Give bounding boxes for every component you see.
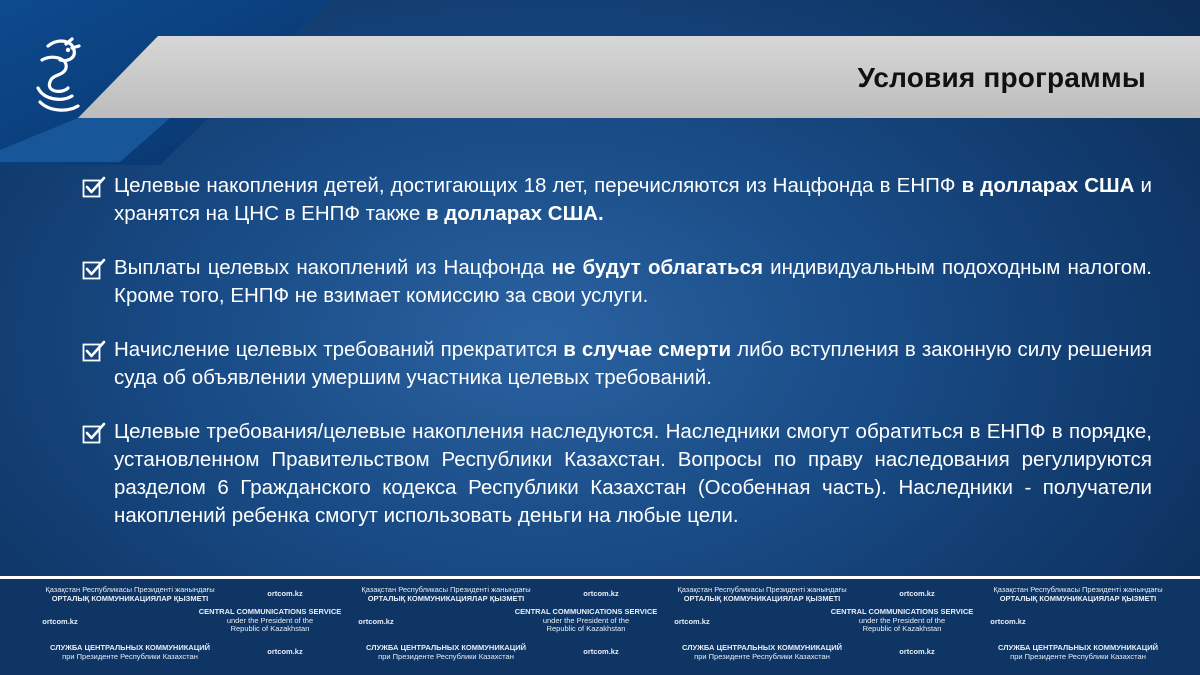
footer-line: Қазақстан Республикасы Президенті жанындағы xyxy=(993,585,1163,594)
footer-ru-text xyxy=(978,644,1178,661)
footer-kz-text xyxy=(346,586,546,603)
footer-site xyxy=(887,648,947,657)
footer-line: ortcom.kz xyxy=(990,617,1026,626)
footer-line: ortcom.kz xyxy=(267,647,303,656)
bullet-text-bold: в случае смерти xyxy=(563,338,732,361)
footer-site xyxy=(571,648,631,657)
footer-kz-text xyxy=(30,586,230,603)
checkbox-checked-icon xyxy=(82,340,106,362)
footer-line: ortcom.kz xyxy=(899,589,935,598)
footer-line: ОРТАЛЫҚ КОММУНИКАЦИЯЛАР ҚЫЗМЕТІ xyxy=(999,593,1157,603)
footer-line: Қазақстан Республикасы Президенті жанындағы xyxy=(361,585,531,594)
footer-ru-text xyxy=(30,644,230,661)
footer-watermark xyxy=(0,576,1200,675)
footer-line: при Президенте Республики Казахстан xyxy=(378,651,514,661)
footer-kz-text xyxy=(662,586,862,603)
footer-line: under the President of the xyxy=(858,615,946,625)
bullet-text-run: и хранятся на ЦНС в ЕНПФ также xyxy=(114,174,1152,225)
footer-site xyxy=(255,590,315,599)
checkbox-checked-icon xyxy=(82,176,106,198)
footer-line: СЛУЖБА ЦЕНТРАЛЬНЫХ КОММУНИКАЦИЙ xyxy=(997,643,1158,652)
bullet-text xyxy=(114,420,1152,527)
bullet-text-bold: в долларах США. xyxy=(425,202,604,225)
footer-kz-text xyxy=(978,586,1178,603)
footer-en-text xyxy=(501,608,671,634)
footer-line: ortcom.kz xyxy=(583,647,619,656)
footer-site xyxy=(571,590,631,599)
footer-pattern xyxy=(0,582,1200,672)
footer-line: при Президенте Республики Казахстан xyxy=(1010,651,1146,661)
bullet-text xyxy=(114,174,1152,225)
footer-line: under the President of the xyxy=(542,615,630,625)
bullet-list xyxy=(82,172,1152,530)
footer-site xyxy=(346,618,406,627)
footer-line: СЛУЖБА ЦЕНТРАЛЬНЫХ КОММУНИКАЦИЙ xyxy=(49,643,210,652)
footer-line: CENTRAL COMMUNICATIONS SERVICE xyxy=(514,607,658,616)
bullet-text-run: Начисление целевых требований прекратится xyxy=(114,338,564,361)
footer-line: Қазақстан Республикасы Президенті жанындағы xyxy=(45,585,215,594)
footer-ru-text xyxy=(662,644,862,661)
checkbox-checked-icon xyxy=(82,422,106,444)
footer-site xyxy=(887,590,947,599)
footer-ru-text xyxy=(346,644,546,661)
bullet-text-run: Целевые требования/целевые накопления наследуются. Наследники смогут обратиться в ЕНПФ в порядке, установленном Правительством Республики Казахстан. Вопросы по праву наследования регулируются разделом 6 Гражданского кодекса Республики Казахстан (Особенная часть). Наследники - получатели накоплений ребенка смогут использовать деньги на любые цели. xyxy=(114,420,1152,527)
footer-line: ОРТАЛЫҚ КОММУНИКАЦИЯЛАР ҚЫЗМЕТІ xyxy=(51,593,209,603)
footer-line: Republic of Kazakhstan xyxy=(862,624,942,633)
bullet-item-1 xyxy=(82,172,1152,228)
bullet-item-2 xyxy=(82,254,1152,310)
page-title: Условия программы xyxy=(857,62,1146,93)
bullet-text-run: индивидуальным подоходным налогом. Кроме того, ЕНПФ не взимает комиссию за свои услуги. xyxy=(114,256,1152,307)
footer-line: Republic of Kazakhstan xyxy=(230,624,310,633)
footer-line: при Президенте Республики Казахстан xyxy=(694,651,830,661)
footer-line: СЛУЖБА ЦЕНТРАЛЬНЫХ КОММУНИКАЦИЙ xyxy=(365,643,526,652)
footer-line: ortcom.kz xyxy=(267,589,303,598)
footer-line: Қазақстан Республикасы Президенті жанындағы xyxy=(677,585,847,594)
bullet-item-4 xyxy=(82,418,1152,530)
bullet-text-run: либо вступления в законную силу решения суда об объявлении умершим участника целевых требований. xyxy=(114,338,1153,389)
footer-line: Republic of Kazakhstan xyxy=(546,624,626,633)
footer-line: СЛУЖБА ЦЕНТРАЛЬНЫХ КОММУНИКАЦИЙ xyxy=(681,643,842,652)
bullet-item-3 xyxy=(82,336,1152,392)
footer-line: ortcom.kz xyxy=(583,589,619,598)
footer-line: under the President of the xyxy=(226,615,314,625)
footer-en-text xyxy=(185,608,355,634)
footer-line: ortcom.kz xyxy=(358,617,394,626)
bullet-text xyxy=(114,338,1152,389)
footer-en-text xyxy=(817,608,987,634)
checkbox-checked-icon xyxy=(82,258,106,280)
footer-site xyxy=(978,618,1038,627)
bullet-text-bold: в долларах США xyxy=(961,174,1135,197)
footer-line: ortcom.kz xyxy=(42,617,78,626)
bullet-text xyxy=(114,256,1152,307)
footer-line: ortcom.kz xyxy=(899,647,935,656)
footer-site xyxy=(662,618,722,627)
bullet-text-bold: не будут облагаться xyxy=(551,256,763,279)
footer-line: ОРТАЛЫҚ КОММУНИКАЦИЯЛАР ҚЫЗМЕТІ xyxy=(683,593,841,603)
bullet-text-run: Целевые накопления детей, достигающих 18 лет, перечисляются из Нацфонда в ЕНПФ xyxy=(114,174,962,197)
footer-line: ortcom.kz xyxy=(674,617,710,626)
bullet-text-run: Выплаты целевых накоплений из Нацфонда xyxy=(114,256,552,279)
footer-line: CENTRAL COMMUNICATIONS SERVICE xyxy=(198,607,342,616)
snow-leopard-emblem-icon xyxy=(28,36,86,120)
footer-site xyxy=(30,618,90,627)
footer-line: при Президенте Республики Казахстан xyxy=(62,651,198,661)
footer-site xyxy=(255,648,315,657)
footer-divider xyxy=(0,576,1200,579)
footer-line: ОРТАЛЫҚ КОММУНИКАЦИЯЛАР ҚЫЗМЕТІ xyxy=(367,593,525,603)
header-decoration xyxy=(0,0,1200,200)
footer-line: CENTRAL COMMUNICATIONS SERVICE xyxy=(830,607,974,616)
